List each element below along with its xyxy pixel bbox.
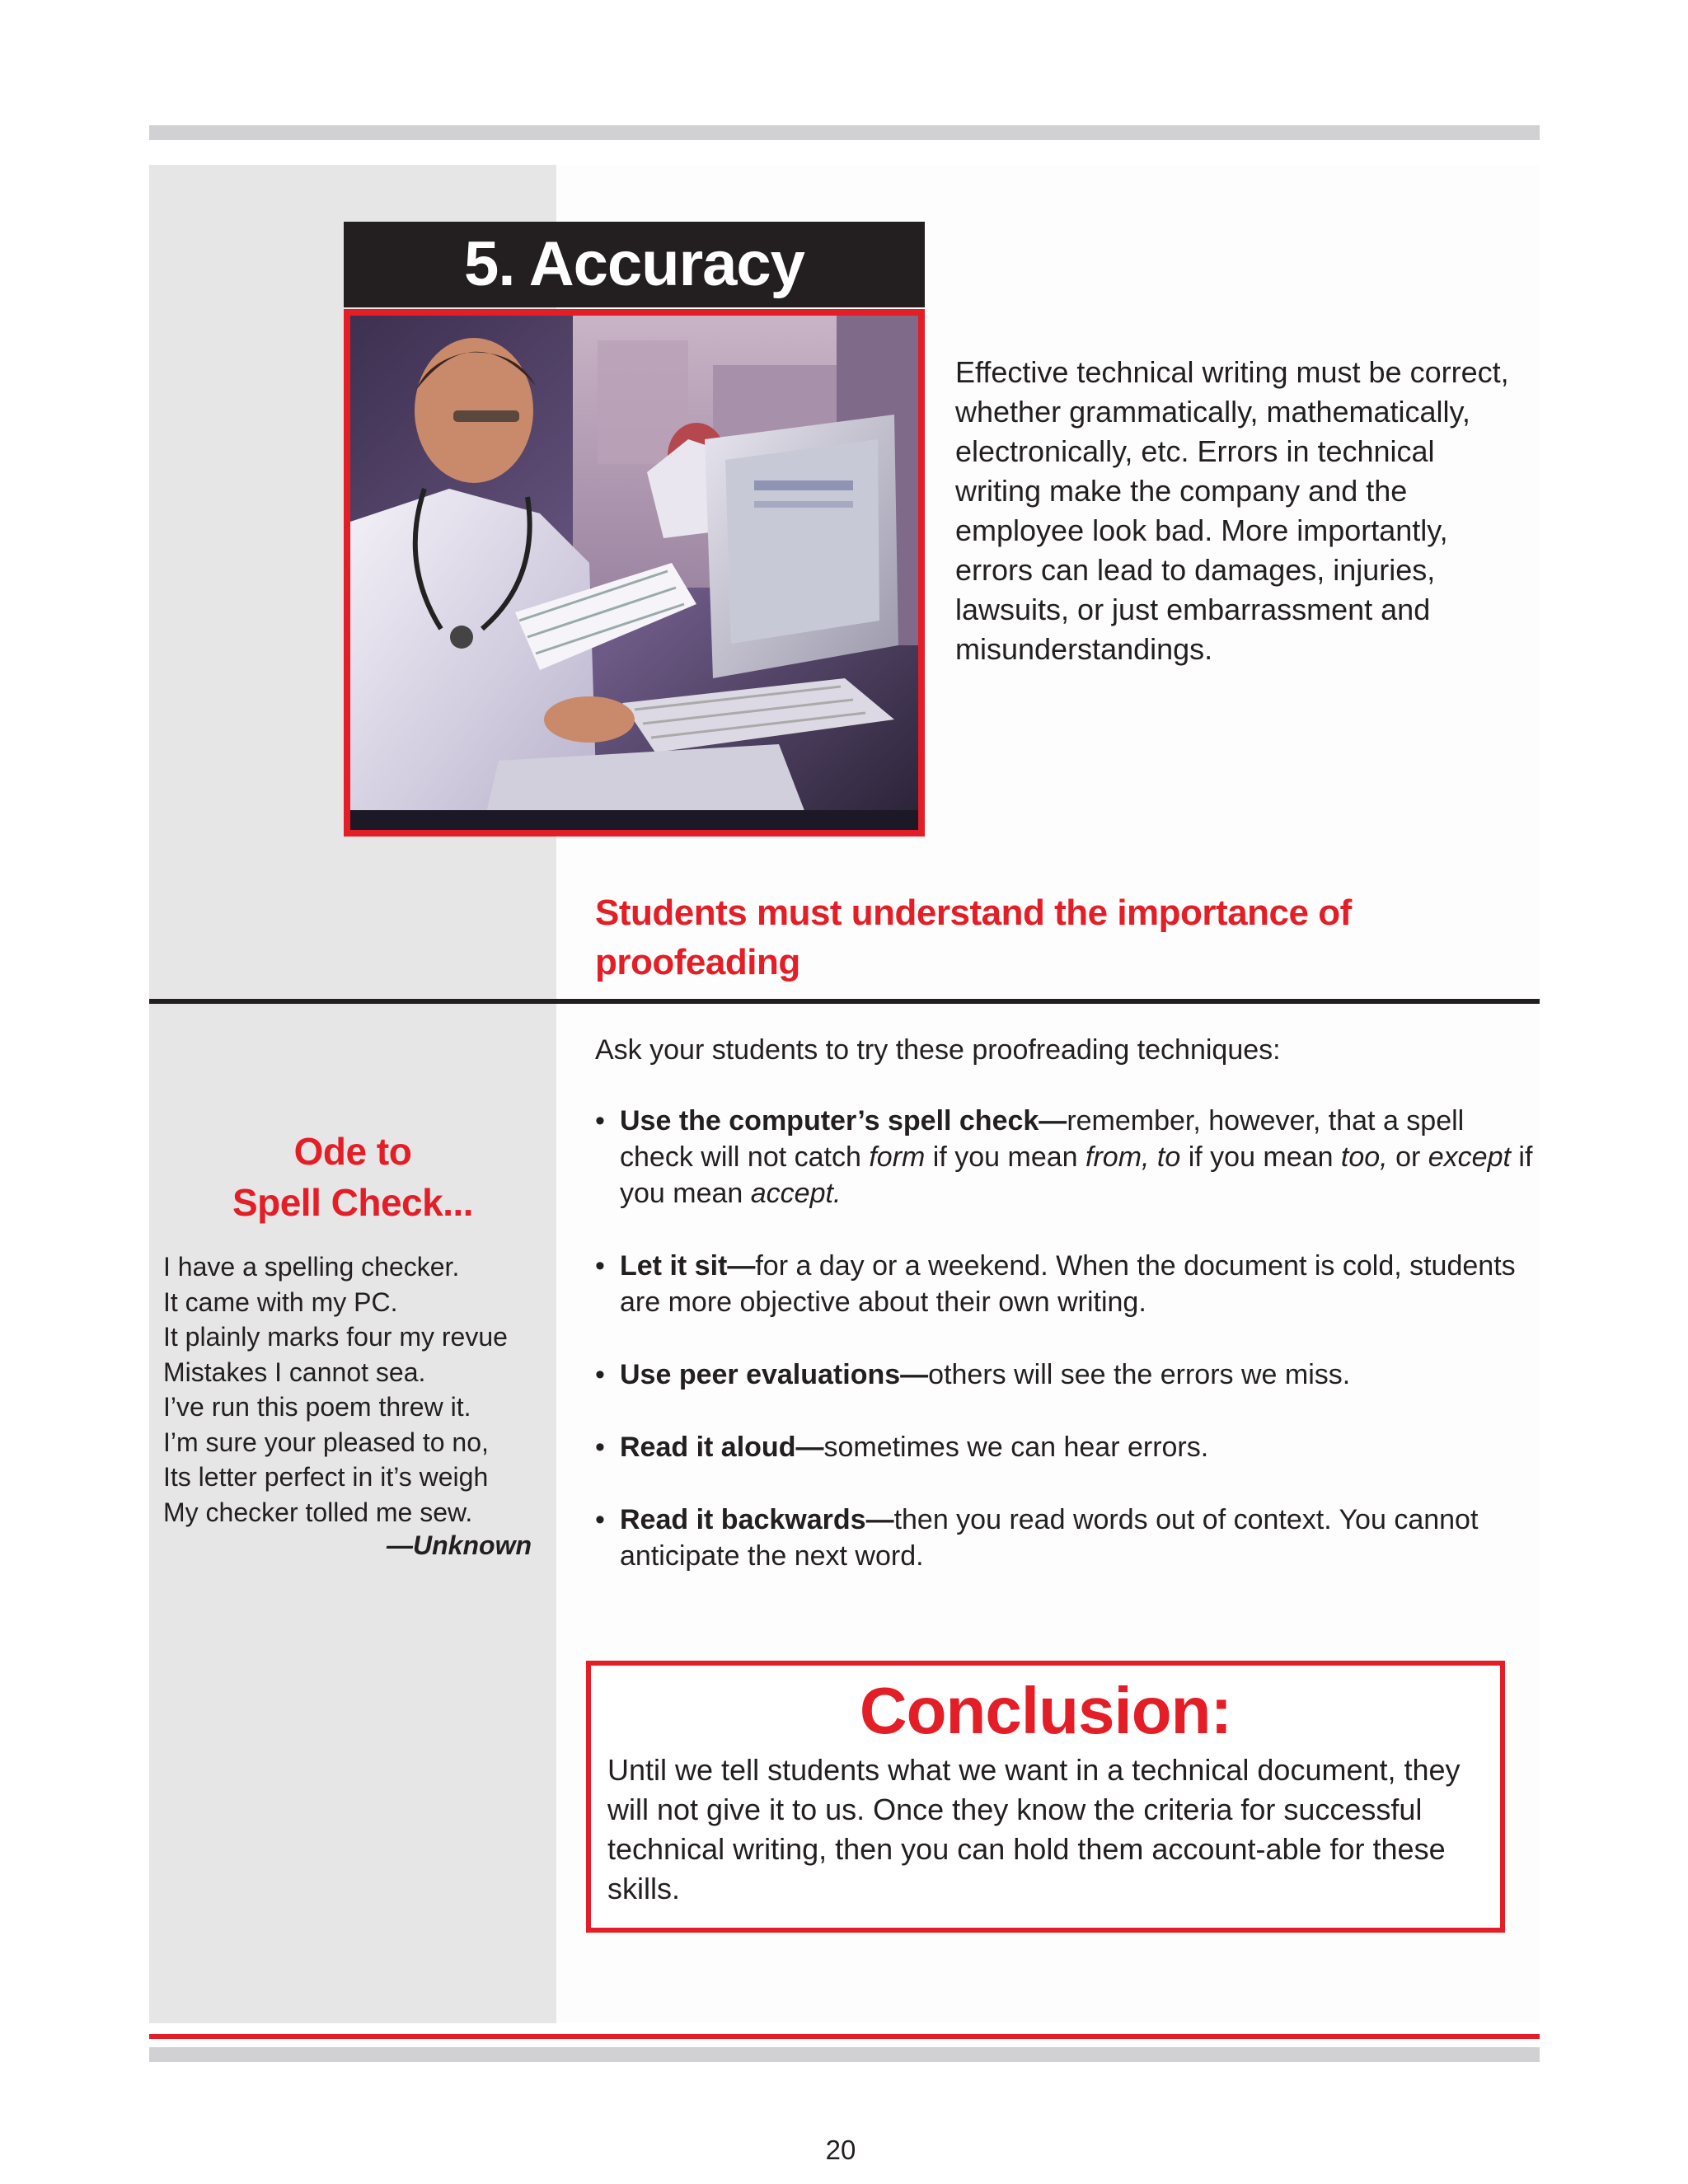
bottom-red-rule <box>149 2034 1540 2039</box>
section-title: 5. Accuracy <box>344 222 925 307</box>
poem-line: Its letter perfect in it’s weigh <box>163 1462 489 1492</box>
poem-line: Mistakes I cannot sea. <box>163 1357 426 1387</box>
poem-line: I’ve run this poem threw it. <box>163 1392 471 1422</box>
technique-term: Read it backwards— <box>620 1504 894 1535</box>
technique-term: Let it sit— <box>620 1250 756 1282</box>
technique-term: Use peer evaluations— <box>620 1359 929 1390</box>
technique-text: if you mean <box>1180 1141 1341 1173</box>
technique-emphasis: except <box>1428 1141 1511 1173</box>
page-number: 20 <box>825 2135 856 2165</box>
technique-term: Read it aloud— <box>620 1432 824 1463</box>
list-item <box>595 1502 1535 1574</box>
technique-text: for a day or a weekend. When the document is cold, students are more objective about their own writing. <box>620 1250 1516 1318</box>
list-item <box>595 1357 1535 1393</box>
poem-line: I’m sure your pleased to no, <box>163 1427 489 1457</box>
technique-emphasis: accept. <box>750 1178 842 1209</box>
doctor-computer-photo <box>344 309 925 837</box>
poem-title-line1: Ode to <box>293 1130 412 1173</box>
technique-term: Use the computer’s spell check— <box>620 1105 1067 1137</box>
poem-title-line2: Spell Check... <box>232 1181 474 1224</box>
poem-line: I have a spelling checker. <box>163 1252 460 1282</box>
list-item <box>595 1103 1535 1212</box>
list-item <box>595 1429 1535 1465</box>
poem-line: It plainly marks four my revue <box>163 1322 508 1352</box>
intro-paragraph: Effective technical writing must be correct, whether grammatically, mathematically, electronically, etc. Errors in technical writing make the company and the employee look bad. More importantly, errors can lead to damages, injuries, lawsuits, or just embarrassment and misunderstandings. <box>955 355 1509 666</box>
section-heading: Students must understand the importance of proofeading <box>595 893 1352 982</box>
poem <box>163 1249 551 1530</box>
technique-text: sometimes we can hear errors. <box>823 1432 1209 1463</box>
poem-line: It came with my PC. <box>163 1286 398 1317</box>
poem-author: —Unknown <box>387 1530 532 1560</box>
bottom-gray-rule <box>149 2047 1540 2062</box>
technique-text: then you read words out of context. You cannot anticipate the next word. <box>620 1504 1479 1572</box>
technique-text: if you mean <box>620 1141 1533 1209</box>
technique-emphasis: form <box>869 1141 926 1173</box>
list-item <box>595 1248 1535 1320</box>
poem-line: My checker tolled me sew. <box>163 1497 473 1527</box>
conclusion-text: Until we tell students what we want in a technical document, they will not give it to us. Once they know the criteria for successful technical writing, then you can hold them account-able for these skills. <box>607 1753 1461 1905</box>
top-rule <box>149 125 1540 140</box>
poem-title <box>149 1126 556 1228</box>
techniques-lead: Ask your students to try these proofreading techniques: <box>595 1034 1281 1066</box>
technique-emphasis: too, <box>1340 1141 1388 1173</box>
conclusion-title: Conclusion: <box>859 1674 1232 1747</box>
technique-text: or <box>1387 1141 1428 1173</box>
techniques-list <box>595 1103 1535 1574</box>
section-divider <box>149 999 1540 1004</box>
technique-text: if you mean <box>925 1141 1086 1173</box>
technique-text: remember, however, that a spell check will not catch <box>620 1105 1465 1173</box>
technique-text: others will see the errors we miss. <box>928 1359 1351 1390</box>
photo-illustration <box>350 316 918 830</box>
technique-emphasis: from, to <box>1085 1141 1181 1173</box>
